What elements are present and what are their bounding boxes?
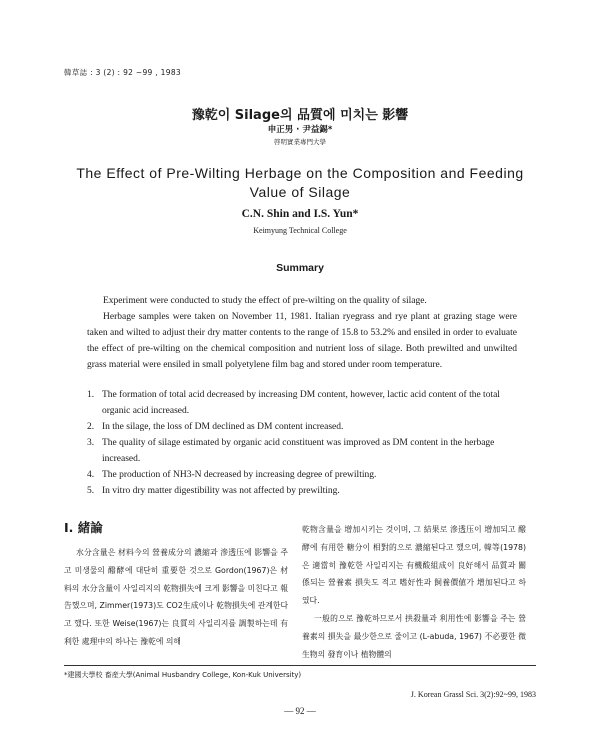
intro-right-column — [302, 521, 526, 663]
finding-number: 2. — [87, 422, 95, 432]
finding-number: 5. — [87, 486, 95, 496]
finding-item — [87, 483, 517, 499]
summary-heading: Summary — [276, 262, 324, 274]
finding-item — [87, 387, 517, 419]
findings-list — [87, 387, 517, 499]
finding-item — [87, 435, 517, 467]
finding-number: 3. — [87, 438, 95, 448]
finding-text: The formation of total acid decreased by increasing DM content, however, lactic acid content of the total organic acid increased. — [102, 390, 500, 416]
finding-text: In vitro dry matter digestibility was not affected by prewilting. — [102, 486, 340, 496]
finding-item — [87, 419, 517, 435]
korean-authors: 申正男 · 尹益錫* — [267, 125, 333, 135]
footnote-divider — [64, 665, 536, 666]
finding-text: In the silage, the loss of DM declined as DM content increased. — [102, 422, 344, 432]
author-footnote: *建國大學校 畜産大學(Animal Husbandry College, Kon-Kuk University) — [64, 671, 302, 679]
intro-right-paragraph-1: 乾物含量을 增加시키는 것이며, 그 結果로 滲透压이 增加되고 醱酵에 有用한 糖分이 相對的으로 濃縮된다고 했으며, 韓等(1978)은 適當히 豫乾한 사일리지는 有機酸組成이 良好해서 品質과 關係되는 營養素 損失도 적고 嗜好性과 飼養價値가 增加된다고 하였다. — [302, 525, 526, 606]
intro-left-column: 水分含量은 材料今의 營養成分의 濃縮과 滲透压에 影響을 주고 미생물의 醱酵에 대단히 重要한 것으로 Gordon(1967)은 材料의 水分含量이 사일리지의 乾物損失에 크게 影響을 미친다고 報告했으며, Zimmer(1973)도 CO2生成이나 乾物損失에 관계한다고 했다. 또한 Weise(1967)는 良質의 사일리지를 調製하는데 有利한 處理中의 하나는 豫乾에 의해 — [64, 548, 288, 646]
intro-right-paragraph-2: 一般的으로 豫乾하므로서 拱殺量과 利用性에 影響을 주는 營養素의 損失을 最少한으로 줄이고 (L-abuda, 1967) 不必要한 微生物의 發育이나 植物體의 — [302, 613, 526, 659]
page-number: — 92 — — [284, 706, 316, 716]
english-authors: C.N. Shin and I.S. Yun* — [241, 208, 359, 220]
journal-citation: 韓草誌 : 3 (2) : 92 ~99 , 1983 — [64, 68, 181, 77]
finding-text: The quality of silage estimated by organic acid constituent was improved as DM content in the herbage increased. — [102, 438, 495, 464]
korean-affiliation: 啓明實業專門大學 — [274, 138, 326, 146]
english-title: The Effect of Pre-Wilting Herbage on the Composition and Feeding Value of Silage — [76, 165, 524, 200]
finding-text: The production of NH3-N decreased by increasing degree of prewilting. — [102, 470, 377, 480]
summary-paragraph-1: Experiment were conducted to study the effect of pre-wilting on the quality of silage. — [103, 296, 427, 306]
finding-number: 4. — [87, 470, 95, 480]
english-affiliation: Keimyung Technical College — [253, 226, 347, 235]
journal-reference: J. Korean Grassl Sci. 3(2):92~99, 1983 — [410, 690, 536, 699]
korean-title: 豫乾이 Silage의 品質에 미치는 影響 — [191, 108, 409, 123]
summary-paragraph-2: Herbage samples were taken on November 11, 1981. Italian ryegrass and rye plant at grazing stage were taken and wilted to adjust their dry matter contents to the range of 15.8 to 53.2% and ensiled in order to evaluate the effect of pre-wilting on the chemical composition and nutrient loss of silage. Both prewilted and unwilted grass material were ensiled in small polyetylene film bag and stored under room temperature. — [87, 312, 517, 370]
finding-number: 1. — [87, 390, 95, 400]
finding-item — [87, 467, 517, 483]
section-heading-introduction: I. 緒論 — [64, 520, 103, 535]
